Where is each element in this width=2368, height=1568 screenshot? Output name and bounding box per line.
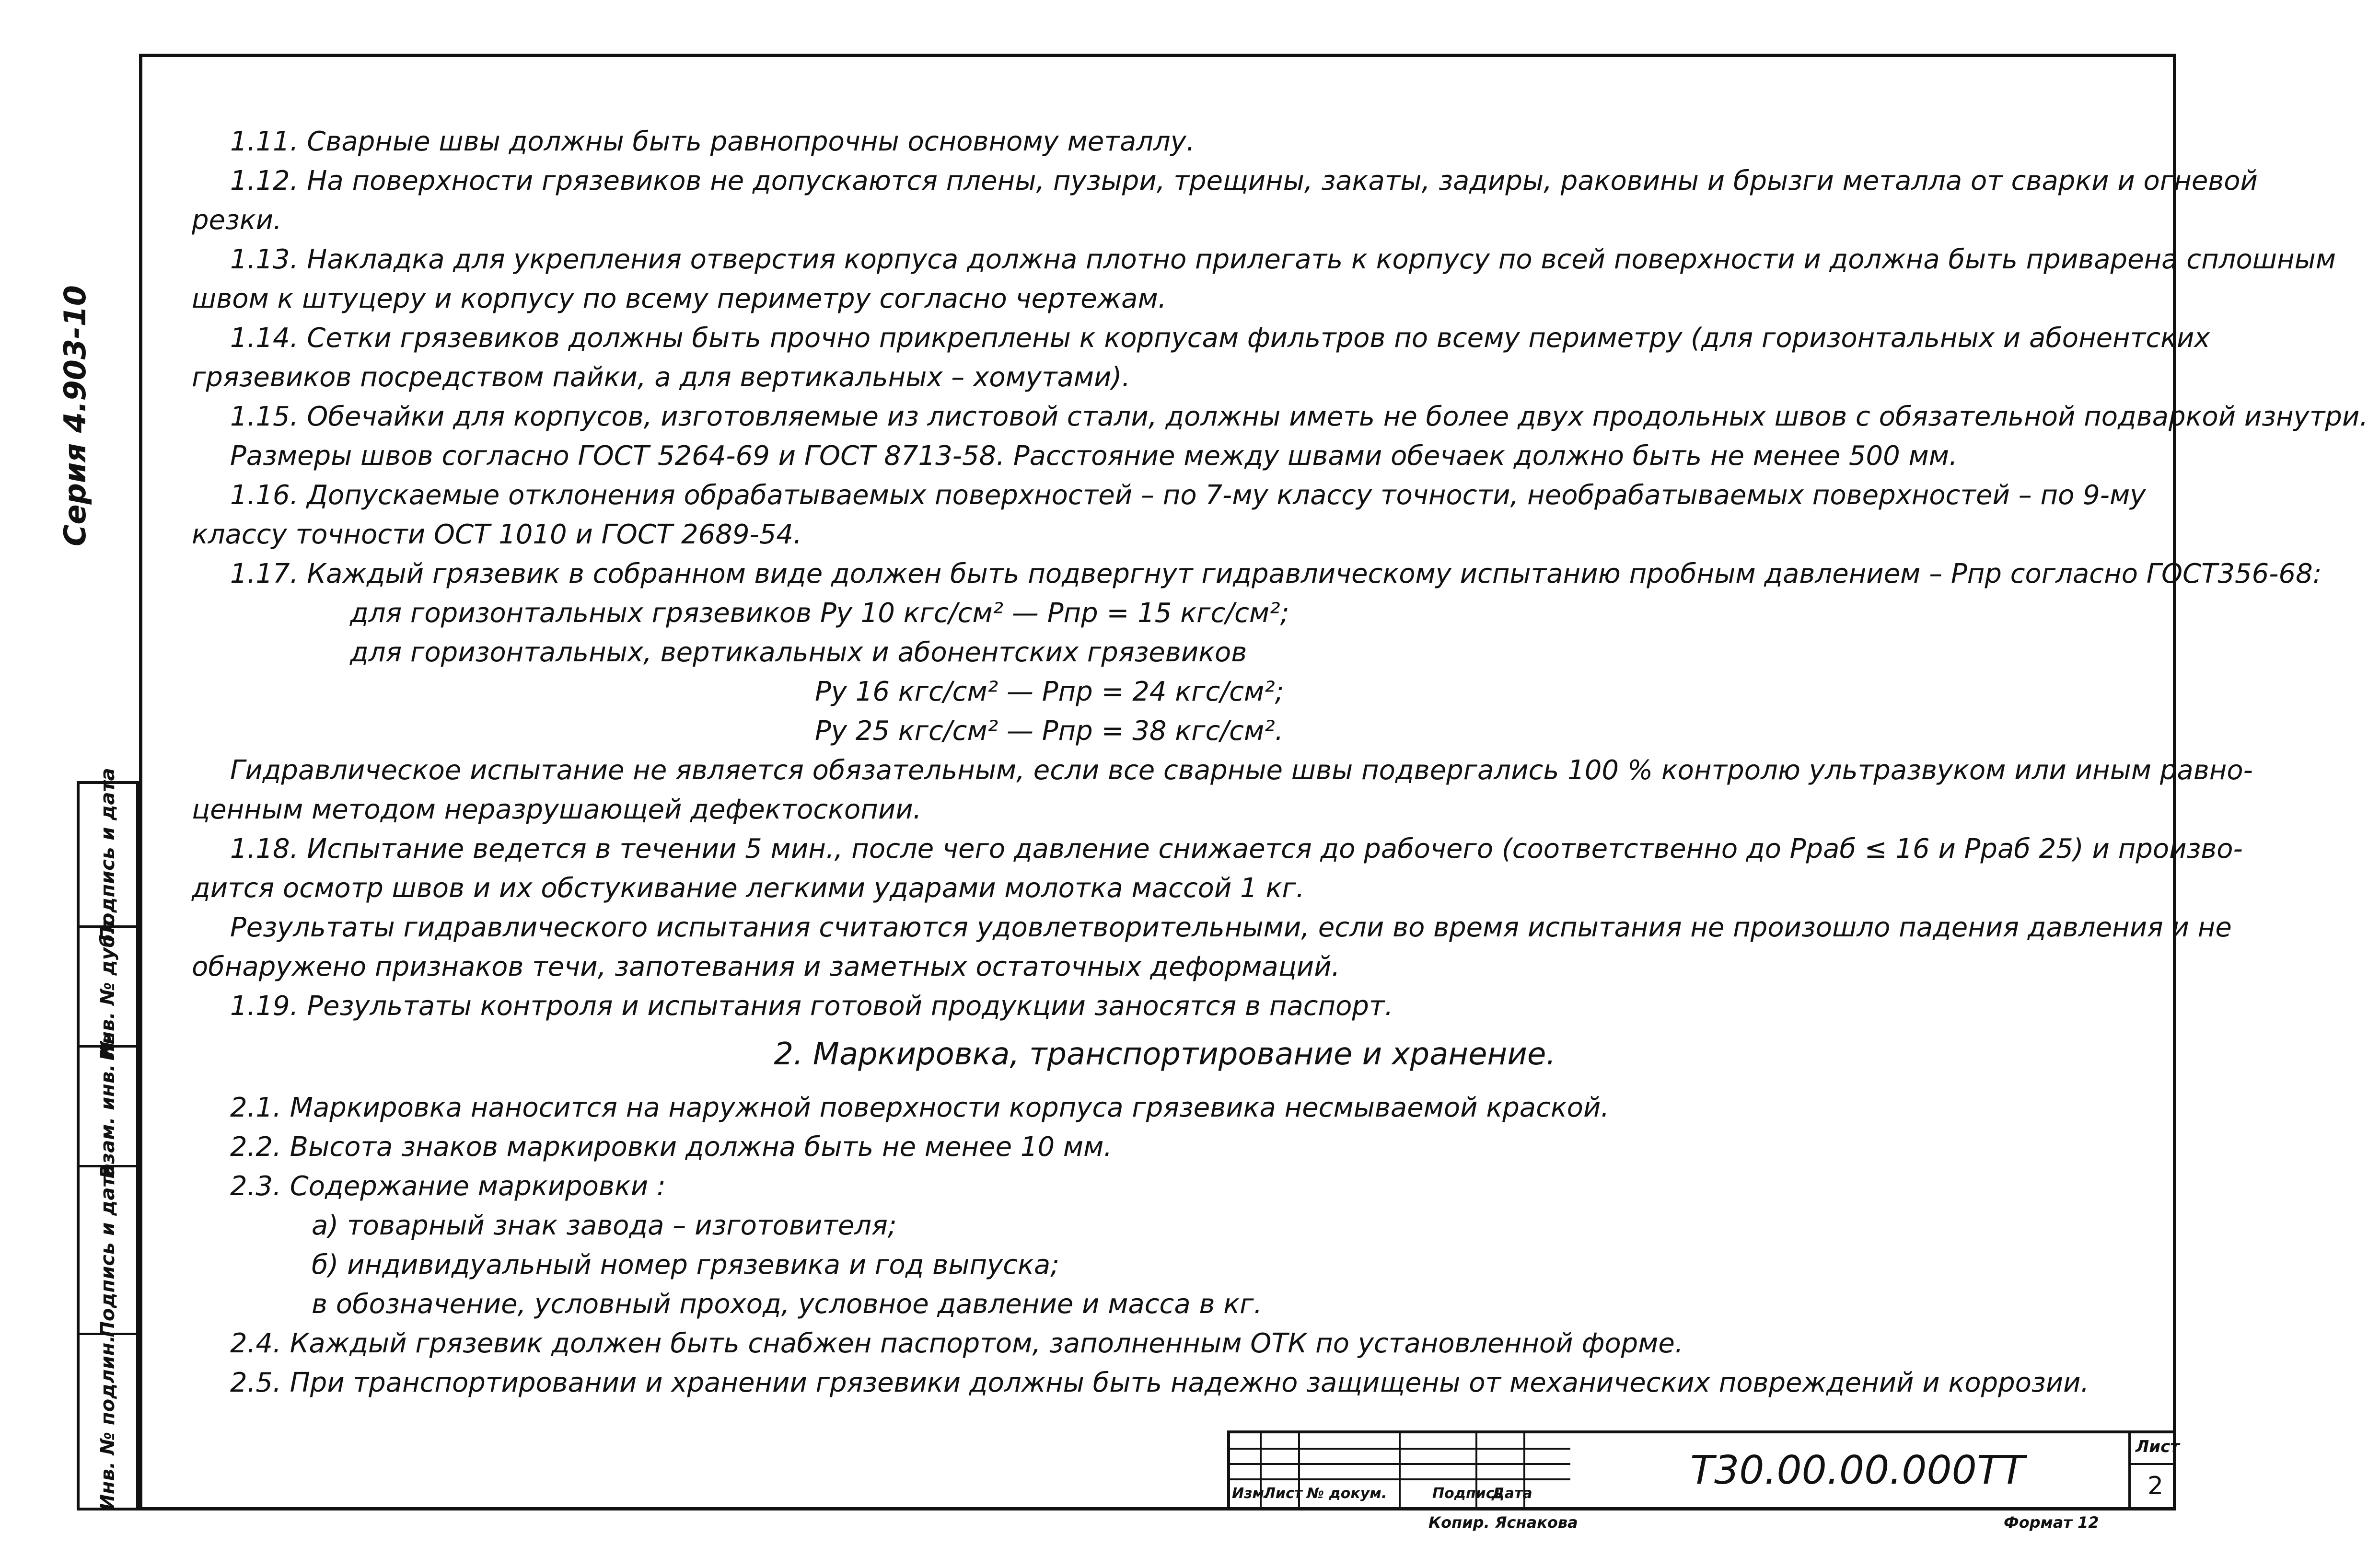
para-2-1: 2.1. Маркировка наносится на наружной поверхности корпуса грязевика несмываемой краской. xyxy=(230,1092,1610,1123)
strip-cell: Подпись и дата xyxy=(80,784,136,928)
sheet-number-box xyxy=(2128,1433,2180,1510)
para-1-17-line-4: Ру 25 кгс/см² — Рпр = 38 кгс/см². xyxy=(815,715,1284,747)
para-2-3: 2.3. Содержание маркировки : xyxy=(230,1171,666,1202)
title-block xyxy=(1227,1430,2180,1510)
caption-date: Дата xyxy=(1492,1485,1532,1502)
para-2-5: 2.5. При транспортировании и хранении грязевики должны быть надежно защищены от механических повреждений и коррозии. xyxy=(230,1367,2089,1398)
document-code: Т30.00.00.000ТТ xyxy=(1690,1448,2025,1493)
sheet-number: 2 xyxy=(2147,1472,2164,1500)
para-2-4: 2.4. Каждый грязевик должен быть снабжен паспортом, заполненным ОТК по установленной форме. xyxy=(230,1328,1683,1359)
para-1-18-cont: дится осмотр швов и их обстукивание легкими ударами молотка массой 1 кг. xyxy=(192,873,1305,904)
sheet-label: Лист xyxy=(2136,1437,2180,1456)
para-1-16: 1.16. Допускаемые отклонения обрабатываемых поверхностей – по 7-му классу точности, необрабатываемых поверхностей – по 9-му xyxy=(230,480,2146,511)
para-1-14-cont: грязевиков посредством пайки, а для вертикальных – хомутами). xyxy=(192,362,1131,393)
revision-grid xyxy=(1230,1433,1570,1510)
para-1-19: 1.19. Результаты контроля и испытания готовой продукции заносятся в паспорт. xyxy=(230,991,1393,1022)
copied-by: Копир. Яснакова xyxy=(1428,1513,1578,1532)
para-1-17-line-3: Ру 16 кгс/см² — Рпр = 24 кгс/см²; xyxy=(815,676,1284,707)
para-1-11: 1.11. Сварные швы должны быть равнопрочны основному металлу. xyxy=(230,126,1195,157)
format-label: Формат 12 xyxy=(2004,1513,2099,1532)
para-1-17-line-1: для горизонтальных грязевиков Ру 10 кгс/см² — Рпр = 15 кгс/см²; xyxy=(350,598,1289,629)
document-body xyxy=(192,122,2368,1403)
caption-list: Лист xyxy=(1264,1485,1303,1502)
section-heading: 2. Маркировка, транспортирование и хранение. xyxy=(774,1037,1556,1072)
para-1-15-cont: Размеры швов согласно ГОСТ 5264-69 и ГОСТ 8713-58. Расстояние между швами обечаек должно быть не менее 500 мм. xyxy=(230,440,1958,472)
para-1-12-cont: резки. xyxy=(192,205,282,236)
para-2-3-b: б) индивидуальный номер грязевика и год выпуска; xyxy=(312,1249,1060,1280)
strip-cell: Подпись и дата xyxy=(80,1167,136,1335)
strip-cell: Инв. № подлин. xyxy=(97,1335,119,1510)
para-1-12: 1.12. На поверхности грязевиков не допускаются плены, пузыри, трещины, закаты, задиры, раковины и брызги металла от сварки и огневой xyxy=(230,165,2258,196)
strip-cell: Инв. № дубл. xyxy=(80,928,136,1048)
para-1-13: 1.13. Накладка для укрепления отверстия корпуса должна плотно прилегать к корпусу по всей поверхности и должна быть приварена сплошным xyxy=(230,244,2336,275)
sheet-divider xyxy=(2131,1463,2176,1465)
para-hydraulic: Гидравлическое испытание не является обязательным, если все сварные швы подвергались 100 % контролю ультразвуком или иным равно- xyxy=(230,755,2253,786)
para-2-2: 2.2. Высота знаков маркировки должна быть не менее 10 мм. xyxy=(230,1131,1113,1163)
caption-izm: Изм. xyxy=(1232,1485,1270,1502)
para-1-14: 1.14. Сетки грязевиков должны быть прочно прикреплены к корпусам фильтров по всему периметру (для горизонтальных и абонентских xyxy=(230,323,2210,354)
para-1-16-cont: классу точности ОСТ 1010 и ГОСТ 2689-54. xyxy=(192,519,802,550)
series-label: Серия 4.903-10 xyxy=(58,285,93,546)
para-hydraulic-cont: ценным методом неразрушающей дефектоскопии. xyxy=(192,794,922,825)
para-1-13-cont: швом к штуцеру и корпусу по всему периметру согласно чертежам. xyxy=(192,283,1167,314)
para-1-17-line-2: для горизонтальных, вертикальных и абонентских грязевиков xyxy=(350,637,1247,668)
caption-doc-no: № докум. xyxy=(1307,1485,1387,1502)
para-1-15: 1.15. Обечайки для корпусов, изготовляемые из листовой стали, должны иметь не более двух продольных швов с обязательной подваркой изнутри. xyxy=(230,401,2368,432)
para-1-18: 1.18. Испытание ведется в течении 5 мин., после чего давление снижается до рабочего (соответственно до Рраб ≤ 16 и Рраб 25) и произво- xyxy=(230,833,2243,865)
approval-strip xyxy=(77,767,139,1510)
para-results-cont: обнаружено признаков течи, запотевания и заметных остаточных деформаций. xyxy=(192,951,1340,982)
caption-signature: Подпись xyxy=(1432,1485,1504,1502)
strip-cell: Взам. инв. № xyxy=(80,1048,136,1167)
para-1-17: 1.17. Каждый грязевик в собранном виде должен быть подвергнут гидравлическому испытанию пробным давлением – Рпр согласно ГОСТ356-68: xyxy=(230,558,2322,589)
para-2-3-a: а) товарный знак завода – изготовителя; xyxy=(312,1210,897,1241)
para-2-3-c: в обозначение, условный проход, условное давление и масса в кг. xyxy=(312,1289,1263,1320)
para-results: Результаты гидравлического испытания считаются удовлетворительными, если во время испытания не произошло падения давления и не xyxy=(230,912,2232,943)
